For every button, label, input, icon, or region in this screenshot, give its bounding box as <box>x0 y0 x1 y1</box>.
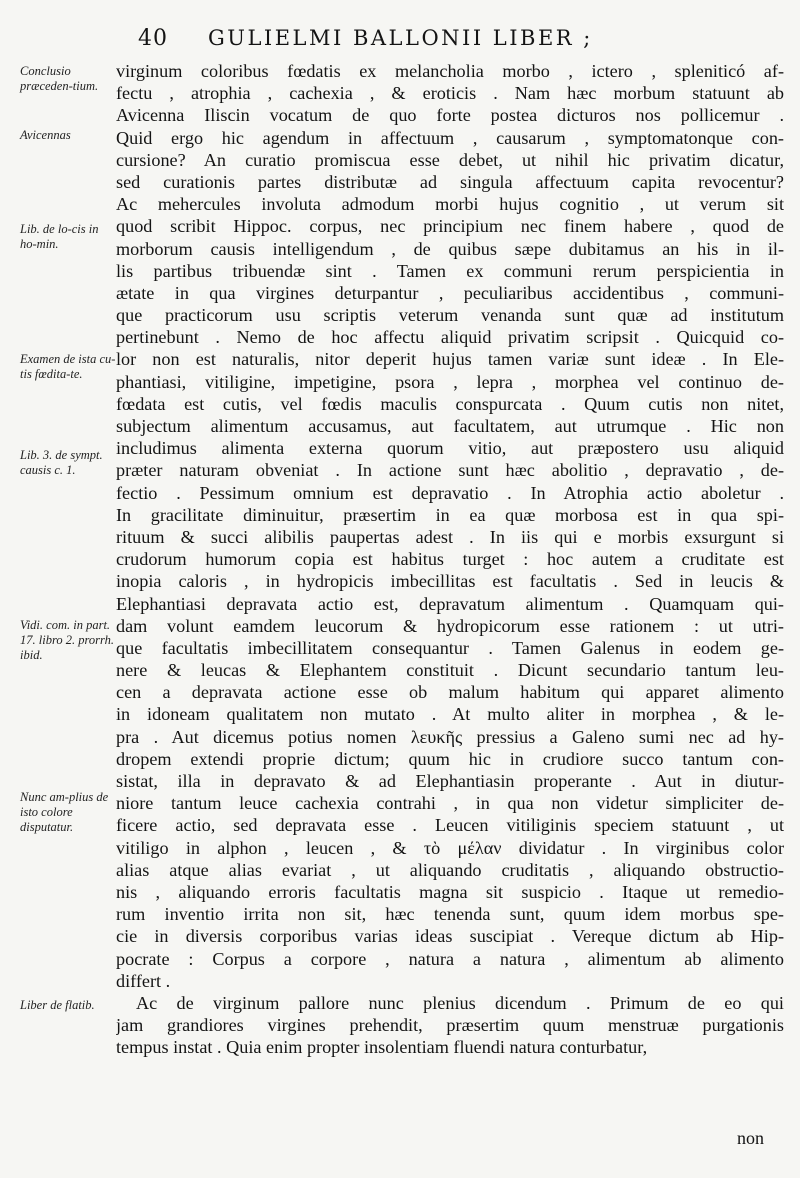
margin-note: Vidi. com. in part. 17. libro 2. prorrh. ibid. <box>20 618 115 662</box>
text-line: dam volunt eamdem leucorum & hydropicorum esse rationem : ut utri- <box>116 615 784 636</box>
text-line: cen a depravata actione esse ob malum habitum qui apparet alimento <box>116 682 784 703</box>
text-line: differt . <box>116 970 171 991</box>
margin-note: Conclusio præceden-tium. <box>20 64 99 93</box>
margin-note: Lib. 3. de sympt. causis c. 1. <box>20 448 103 477</box>
text-line: rituum & succi alibilis paupertas adest . In iis qui e morbis exsurgunt si <box>116 526 784 547</box>
text-line: crudorum humorum copia est habitus turget : hoc autem a cruditate est <box>116 549 784 570</box>
text-line: rum inventio irrita non sit, hæc tenenda sunt, quum idem morbus spe- <box>116 904 784 925</box>
text-line: fectio . Pessimum omnium est depravatio . In Atrophia actio aboletur . <box>116 482 784 503</box>
text-line: Avicenna Iliscin vocatum de quo forte postea dicturos nos pollicemur . <box>116 105 784 126</box>
text-line: que facultatis imbecillitatem consequantur . Tamen Galenus in eodem ge- <box>116 637 784 658</box>
margin-note: Lib. de lo-cis in ho-min. <box>20 222 99 251</box>
text-line: cie in diversis corporibus varias ideas suscipiat . Vereque dictum ab Hip- <box>116 926 784 947</box>
text-line: includimus alimenta externa quorum vitio, aut præpostero usu aliquid <box>116 438 784 459</box>
page-header <box>118 22 788 52</box>
text-line: niore tantum leuce cachexia contrahi , in qua non videtur simpliciter de- <box>116 793 784 814</box>
text-line: in idoneam qualitatem non mutato . At multo aliter in morphea , & le- <box>116 704 784 725</box>
text-line: morborum causis intelligendum , de quibus sæpe dubitamus an his in il- <box>116 238 784 259</box>
text-line: lis partibus tribuendæ sint . Tamen ex communi rerum perspicientia in <box>116 260 784 281</box>
text-line: jam grandiores virgines prehendit, præsertim quum menstruæ purgationis <box>116 1015 784 1036</box>
text-line: fectu , atrophia , cachexia , & eroticis . Nam hæc morbum statuunt ab <box>116 83 784 104</box>
text-line: phantiasi, vitiligine, impetigine, psora , lepra , morphea vel continuo de- <box>116 371 784 392</box>
text-line: cursione? An curatio promiscua esse debet, ut nihil hic privatim dicatur, <box>116 149 784 170</box>
text-line: quod scribit Hippoc. corpus, nec principium nec finem habere , quod de <box>116 216 784 237</box>
text-line: Quid ergo hic agendum in affectuum , causarum , symptomatonque con- <box>116 127 784 148</box>
text-line: vitiligo in alphon , leucen , & τὸ μέλαν dividatur . In virginibus color <box>116 837 784 858</box>
margin-notes <box>20 0 116 1178</box>
text-line: subjectum alimentum accusamus, aut facultatem, aut utrumque . Hic non <box>116 416 784 436</box>
text-line: pertinebunt . Nemo de hoc affectu aliquid privatim scripsit . Quicquid co- <box>116 327 784 348</box>
text-line: Ac mehercules involuta admodum morbi hujus cognitio , ut verum sit <box>116 194 784 215</box>
running-title: GULIELMI BALLONII LIBER ; <box>208 26 593 50</box>
text-line: lor non est naturalis, nitor deperit hujus tamen variæ sunt ideæ . In Ele- <box>116 349 784 370</box>
text-line: ficere actio, sed depravata esse . Leucen vitiliginis speciem statuunt , ut <box>116 815 784 836</box>
margin-note: Nunc am-plius de isto colore disputatur. <box>20 790 109 834</box>
text-line: nis , aliquando erroris facultatis magna sit suspicio . Itaque ut remedio- <box>116 881 784 902</box>
margin-note: Examen de ista cu-tis fœdita-te. <box>20 352 116 381</box>
text-line: inopia caloris , in hydropicis imbecillitas est facultatis . Sed in leucis & <box>116 571 784 592</box>
text-line: fœdata est cutis, vel fœdis maculis conspurcata . Quum cutis non nitet, <box>116 393 784 414</box>
text-line: ætate in qua virgines deturpantur , peculiaribus accidentibus , communi- <box>116 282 784 303</box>
text-line: tempus instat . Quia enim propter insolentiam fluendi natura conturbatur, <box>116 1037 648 1058</box>
text-line: pocrate : Corpus a corpore , natura a natura , alimentum ab alimento <box>116 948 784 969</box>
text-line: præter naturam obveniat . In actione sunt hæc abolitio , depravatio , de- <box>116 460 784 481</box>
text-line: Ac de virginum pallore nunc plenius dicendum . Primum de eo qui <box>136 992 784 1013</box>
text-line: sistat, illa in depravato & ad Elephantiasin properante . Aut in diutur- <box>116 771 784 791</box>
text-line: pra . Aut dicemus potius nomen λευκῆς pressius a Galeno sumi nec ad hy- <box>116 726 784 747</box>
margin-note: Avicennas <box>20 128 71 142</box>
text-line: dropem extendi proprie dictum; quum hic in crudiore succo tantum con- <box>116 748 784 769</box>
text-line: que practicorum usu scriptis veterum venanda sunt quæ ad institutum <box>116 305 784 326</box>
margin-note: Liber de flatib. <box>20 998 95 1012</box>
catchword: non <box>737 1128 764 1148</box>
text-line: In gracilitate diminuitur, præsertim in ea quæ morbosa est in qua spi- <box>116 504 784 525</box>
main-text-block <box>116 60 784 1058</box>
page-number: 40 <box>138 26 168 51</box>
text-line: sed curationis partes distributæ ad singula affectuum capita revocentur? <box>116 171 784 192</box>
text-line: nere & leucas & Elephantem constituit . Dicunt secundario tantum leu- <box>116 660 784 681</box>
text-line: Elephantiasi depravata actio est, depravatum alimentum . Quamquam qui- <box>116 593 784 614</box>
text-line: virginum coloribus fœdatis ex melancholia morbo , ictero , spleniticó af- <box>116 61 784 81</box>
text-line: alias atque alias evariat , ut aliquando cruditatis , aliquando obstructio- <box>116 859 784 880</box>
